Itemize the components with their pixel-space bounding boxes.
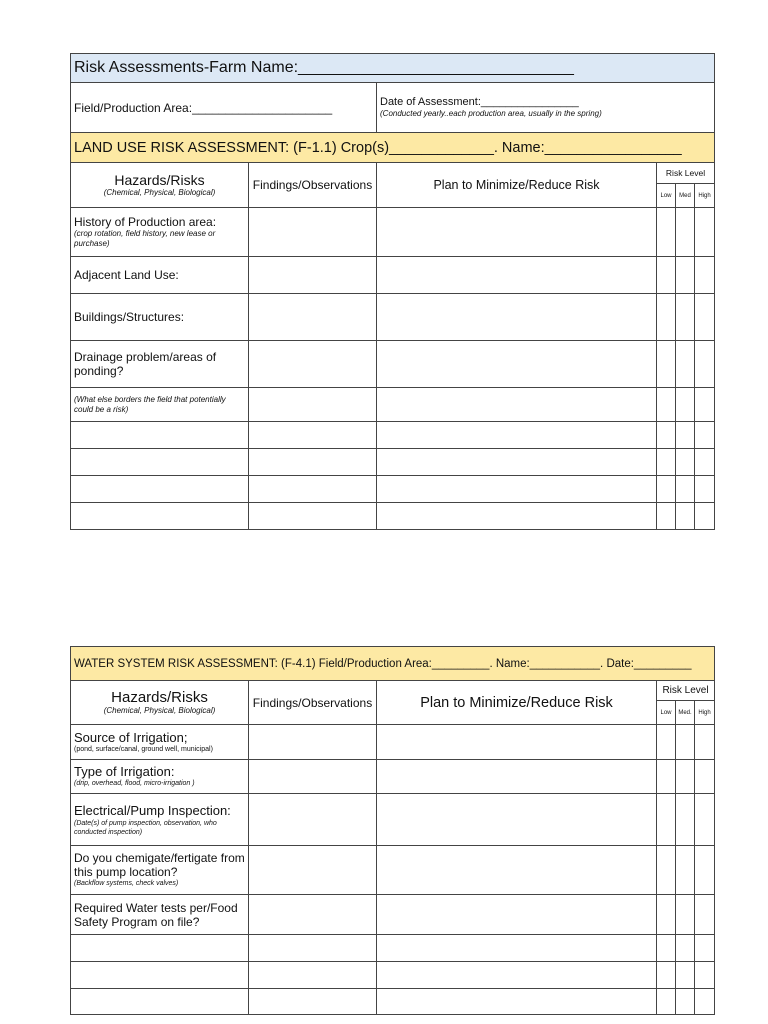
- risk-med-cell[interactable]: [676, 388, 695, 422]
- plan-cell[interactable]: [377, 962, 657, 989]
- risk-low-header: Low: [657, 701, 676, 725]
- plan-cell[interactable]: [377, 725, 657, 760]
- risk-low-cell[interactable]: [657, 725, 676, 760]
- risk-med-cell[interactable]: [676, 341, 695, 388]
- hazard-label: Do you chemigate/fertigate from this pump location?: [74, 851, 245, 879]
- table-row: [71, 294, 715, 341]
- hazard-cell: [71, 208, 249, 257]
- risk-low-cell[interactable]: [657, 989, 676, 1015]
- risk-med-cell[interactable]: [676, 760, 695, 794]
- land-use-section-title: LAND USE RISK ASSESSMENT: (F-1.1) Crop(s)_____________. Name:_________________: [71, 133, 715, 163]
- findings-cell[interactable]: [249, 760, 377, 794]
- risk-low-cell[interactable]: [657, 388, 676, 422]
- hazards-header: [71, 681, 249, 725]
- risk-low-cell[interactable]: [657, 962, 676, 989]
- hazard-label: Electrical/Pump Inspection:: [74, 802, 231, 818]
- table-row: [71, 422, 715, 449]
- plan-cell[interactable]: [377, 341, 657, 388]
- hazard-cell[interactable]: [71, 503, 249, 530]
- plan-cell[interactable]: [377, 257, 657, 294]
- table-row: [71, 794, 715, 846]
- risk-high-cell[interactable]: [695, 294, 715, 341]
- table-row: [71, 935, 715, 962]
- hazard-note: (What else borders the field that potentially could be a risk): [74, 394, 226, 414]
- findings-cell[interactable]: [249, 794, 377, 846]
- findings-cell[interactable]: [249, 989, 377, 1015]
- risk-low-cell[interactable]: [657, 294, 676, 341]
- hazard-cell[interactable]: [71, 449, 249, 476]
- plan-cell[interactable]: [377, 846, 657, 895]
- findings-cell[interactable]: [249, 208, 377, 257]
- risk-med-cell[interactable]: [676, 794, 695, 846]
- risk-level-header: Risk Level: [657, 681, 715, 701]
- plan-cell[interactable]: [377, 476, 657, 503]
- findings-header: Findings/Observations: [249, 681, 377, 725]
- risk-med-cell[interactable]: [676, 422, 695, 449]
- hazards-header-label: Hazards/Risks: [111, 689, 208, 706]
- risk-high-header: High: [695, 184, 715, 208]
- plan-cell[interactable]: [377, 449, 657, 476]
- hazard-note: (drip, overhead, flood, micro-irrigation ): [74, 780, 195, 787]
- findings-cell[interactable]: [249, 257, 377, 294]
- risk-low-cell[interactable]: [657, 846, 676, 895]
- risk-high-cell[interactable]: [695, 449, 715, 476]
- plan-cell[interactable]: [377, 294, 657, 341]
- plan-cell[interactable]: [377, 503, 657, 530]
- hazards-header-sub: (Chemical, Physical, Biological): [103, 706, 216, 715]
- findings-header: Findings/Observations: [249, 163, 377, 208]
- risk-low-cell[interactable]: [657, 760, 676, 794]
- hazard-cell: [71, 294, 249, 341]
- risk-low-cell[interactable]: [657, 208, 676, 257]
- risk-low-cell[interactable]: [657, 935, 676, 962]
- risk-high-cell[interactable]: [695, 760, 715, 794]
- hazard-cell: [71, 760, 249, 794]
- table-row: [71, 449, 715, 476]
- risk-med-cell[interactable]: [676, 257, 695, 294]
- hazard-note: (Backflow systems, check valves): [74, 880, 179, 887]
- hazard-label: History of Production area:: [74, 215, 217, 229]
- risk-med-header: Med: [676, 184, 695, 208]
- table-row: [71, 989, 715, 1015]
- hazard-label: Buildings/Structures:: [74, 310, 185, 324]
- table-row: [71, 208, 715, 257]
- risk-med-cell[interactable]: [676, 449, 695, 476]
- risk-med-cell[interactable]: [676, 962, 695, 989]
- hazards-header-sub: (Chemical, Physical, Biological): [103, 188, 216, 197]
- risk-med-header: Med.: [676, 701, 695, 725]
- plan-cell[interactable]: [377, 935, 657, 962]
- hazard-label: Drainage problem/areas of ponding?: [74, 350, 217, 378]
- farm-name-title: Risk Assessments-Farm Name:_______________________________: [71, 54, 715, 83]
- risk-low-cell[interactable]: [657, 895, 676, 935]
- hazard-note: (pond, surface/canal, ground well, municipal): [74, 745, 213, 753]
- findings-cell[interactable]: [249, 725, 377, 760]
- hazards-header: [71, 163, 249, 208]
- plan-header: Plan to Minimize/Reduce Risk: [377, 163, 657, 208]
- table-row: [71, 476, 715, 503]
- risk-high-cell[interactable]: [695, 935, 715, 962]
- findings-cell[interactable]: [249, 294, 377, 341]
- risk-med-cell[interactable]: [676, 935, 695, 962]
- findings-cell[interactable]: [249, 388, 377, 422]
- risk-med-cell[interactable]: [676, 989, 695, 1015]
- findings-cell[interactable]: [249, 962, 377, 989]
- table-row: [71, 503, 715, 530]
- hazards-header-label: Hazards/Risks: [114, 172, 205, 188]
- risk-high-cell[interactable]: [695, 422, 715, 449]
- risk-high-cell[interactable]: [695, 989, 715, 1015]
- date-of-assessment-cell: [377, 83, 715, 133]
- date-of-assessment-note: (Conducted yearly..each production area, usually in the spring): [380, 109, 602, 118]
- risk-med-cell[interactable]: [676, 208, 695, 257]
- findings-cell[interactable]: [249, 503, 377, 530]
- risk-low-header: Low: [657, 184, 676, 208]
- plan-cell[interactable]: [377, 895, 657, 935]
- risk-level-header: Risk Level: [657, 163, 715, 184]
- risk-high-cell[interactable]: [695, 503, 715, 530]
- findings-cell[interactable]: [249, 476, 377, 503]
- risk-high-cell[interactable]: [695, 208, 715, 257]
- risk-med-cell[interactable]: [676, 846, 695, 895]
- risk-high-cell[interactable]: [695, 341, 715, 388]
- hazard-cell[interactable]: [71, 962, 249, 989]
- risk-high-cell[interactable]: [695, 895, 715, 935]
- hazard-cell: [71, 388, 249, 422]
- risk-high-cell[interactable]: [695, 257, 715, 294]
- hazard-label: Required Water tests per/Food Safety Program on file?: [74, 900, 238, 929]
- risk-low-cell[interactable]: [657, 449, 676, 476]
- risk-med-cell[interactable]: [676, 503, 695, 530]
- risk-high-cell[interactable]: [695, 388, 715, 422]
- plan-header: Plan to Minimize/Reduce Risk: [377, 681, 657, 725]
- plan-cell[interactable]: [377, 989, 657, 1015]
- land-use-risk-table: [70, 53, 715, 530]
- plan-cell[interactable]: [377, 388, 657, 422]
- risk-high-cell[interactable]: [695, 725, 715, 760]
- hazard-label: Adjacent Land Use:: [74, 268, 179, 282]
- table-row: [71, 760, 715, 794]
- risk-high-cell[interactable]: [695, 846, 715, 895]
- hazard-note: (crop rotation, field history, new lease or purchase): [74, 229, 216, 248]
- risk-low-cell[interactable]: [657, 794, 676, 846]
- risk-med-cell[interactable]: [676, 294, 695, 341]
- table-row: [71, 962, 715, 989]
- plan-cell[interactable]: [377, 208, 657, 257]
- risk-high-cell[interactable]: [695, 962, 715, 989]
- findings-cell[interactable]: [249, 846, 377, 895]
- hazard-cell[interactable]: [71, 422, 249, 449]
- field-production-area-label: Field/Production Area:_____________________: [71, 83, 377, 133]
- risk-low-cell[interactable]: [657, 476, 676, 503]
- table-row: [71, 341, 715, 388]
- hazard-cell[interactable]: [71, 935, 249, 962]
- hazard-cell: [71, 725, 249, 760]
- water-section-title: WATER SYSTEM RISK ASSESSMENT: (F-4.1) Field/Production Area:_________. Name:___________. Date:_________: [71, 647, 715, 681]
- plan-cell[interactable]: [377, 760, 657, 794]
- findings-cell[interactable]: [249, 895, 377, 935]
- hazard-note: (Date(s) of pump inspection, observation, who conducted inspection): [74, 819, 217, 836]
- hazard-cell[interactable]: [71, 476, 249, 503]
- table-row: [71, 895, 715, 935]
- risk-high-cell[interactable]: [695, 794, 715, 846]
- findings-cell[interactable]: [249, 935, 377, 962]
- hazard-cell: [71, 846, 249, 895]
- water-system-risk-table: [70, 646, 715, 1015]
- hazard-cell: [71, 341, 249, 388]
- risk-med-cell[interactable]: [676, 476, 695, 503]
- risk-med-cell[interactable]: [676, 725, 695, 760]
- risk-med-cell[interactable]: [676, 895, 695, 935]
- findings-cell[interactable]: [249, 449, 377, 476]
- hazard-cell: [71, 895, 249, 935]
- hazard-label: Type of Irrigation:: [74, 764, 175, 779]
- hazard-cell: [71, 257, 249, 294]
- table-row: [71, 388, 715, 422]
- hazard-cell: [71, 794, 249, 846]
- risk-low-cell[interactable]: [657, 422, 676, 449]
- findings-cell[interactable]: [249, 341, 377, 388]
- hazard-cell[interactable]: [71, 989, 249, 1015]
- risk-low-cell[interactable]: [657, 503, 676, 530]
- risk-high-header: High: [695, 701, 715, 725]
- plan-cell[interactable]: [377, 422, 657, 449]
- risk-high-cell[interactable]: [695, 476, 715, 503]
- risk-low-cell[interactable]: [657, 257, 676, 294]
- date-of-assessment-label: Date of Assessment:________________: [380, 96, 579, 108]
- table-row: [71, 257, 715, 294]
- findings-cell[interactable]: [249, 422, 377, 449]
- hazard-label: Source of Irrigation;: [74, 729, 188, 745]
- risk-low-cell[interactable]: [657, 341, 676, 388]
- table-row: [71, 725, 715, 760]
- plan-cell[interactable]: [377, 794, 657, 846]
- table-row: [71, 846, 715, 895]
